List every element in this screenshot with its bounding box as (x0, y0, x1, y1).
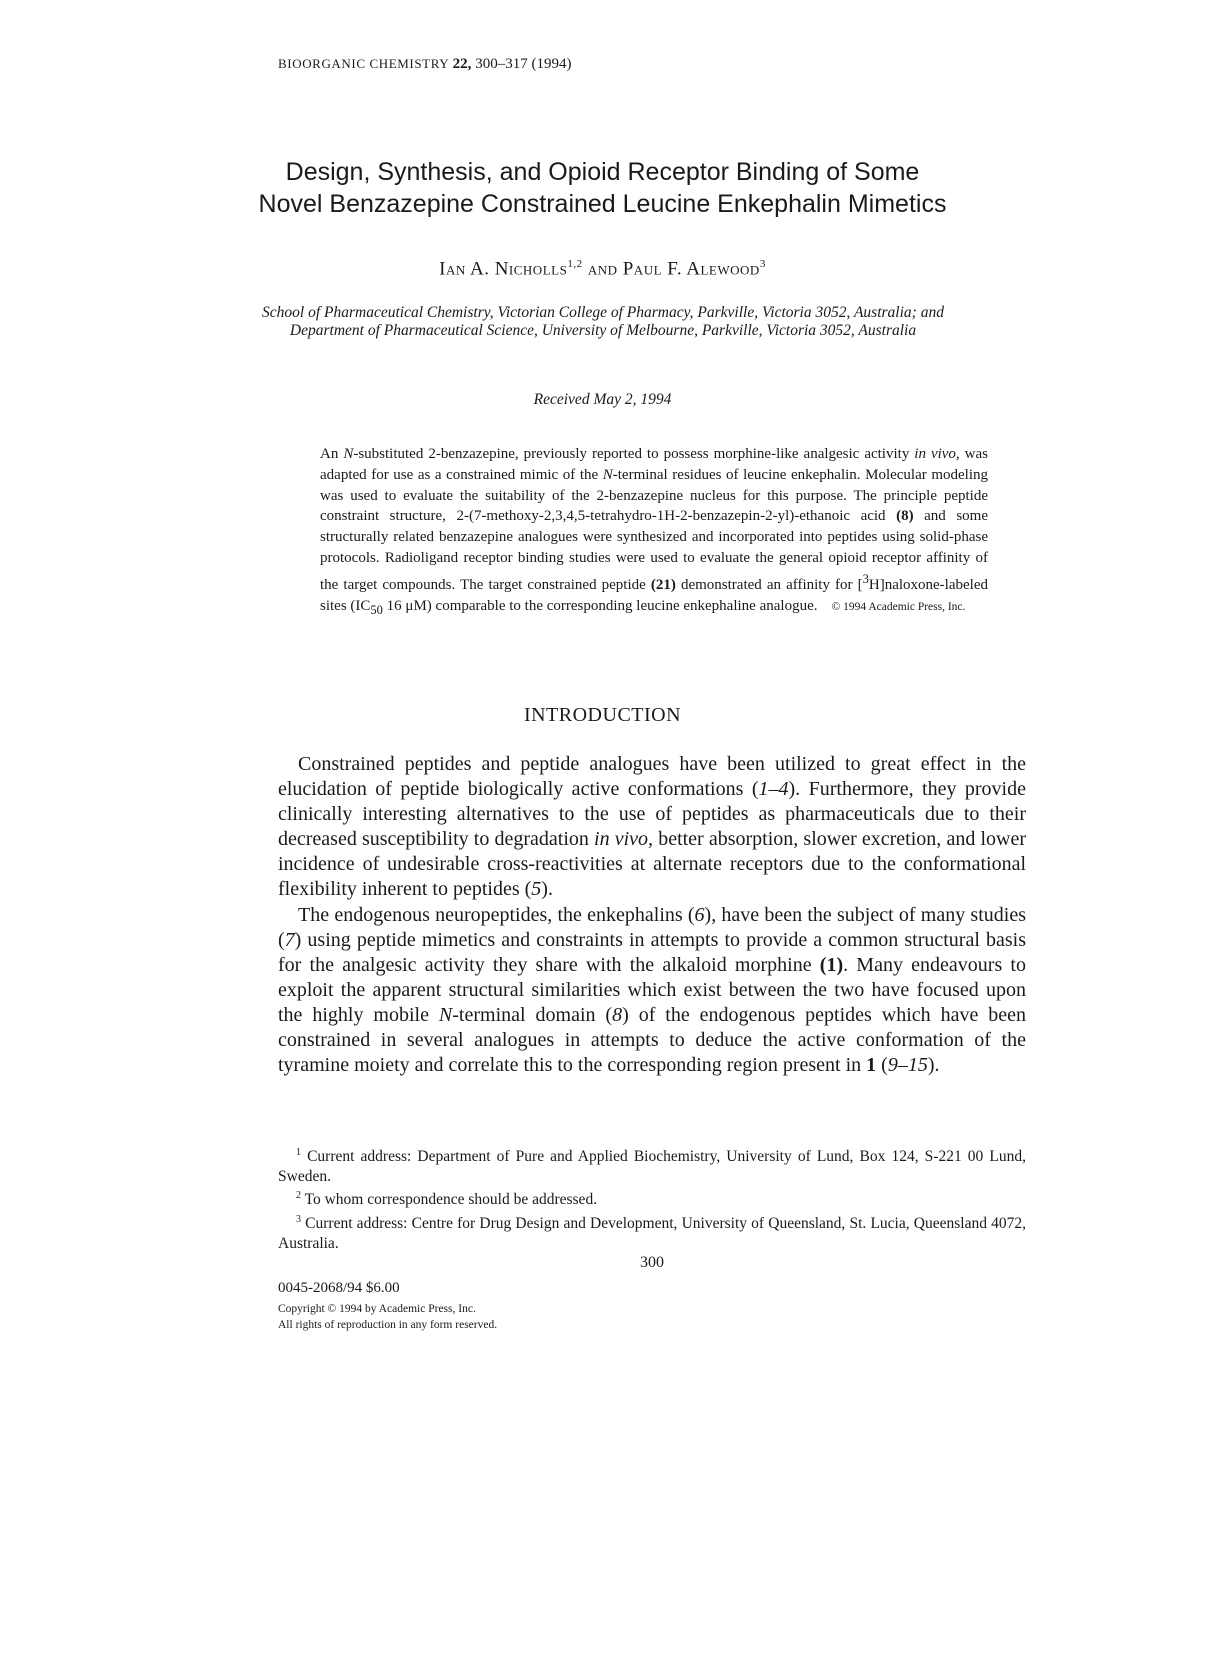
citation: 9–15 (887, 1054, 928, 1077)
footnote-1: $^1$ Current address: Department of Pure and Applied Biochemistry, University of Lund, Box 124, S-221 00 Lund, Sweden. (278, 1147, 1026, 1185)
abstract-text: demonstrated an affinity for [ (675, 576, 863, 593)
intro-paragraph-2: The endogenous neuropeptides, the enkephalins (6), have been the subject of many studies (7) using peptide mimetics and constraints in attempts to provide a common structural basis for the analgesic activity they share with the alkaloid morphine (1). Many endeavours to exploit the apparent structural similarities which exist between the two have focused upon the highly mobile N-terminal domain (8) of the endogenous peptides which have been constrained in several analogues in attempts to deduce the active conformation of the tyramine moiety and correlate this to the corresponding region present in 1 (9–15). (278, 903, 1027, 1077)
citation: 8 (612, 1003, 623, 1026)
copyright-line-1: Copyright © 1994 by Academic Press, Inc. (278, 1303, 476, 1315)
isotope-superscript: 3 (862, 571, 869, 586)
title-line-2: Novel Benzazepine Constrained Leucine Enkephalin Mimetics (258, 190, 947, 218)
abstract-italic: N (602, 466, 613, 483)
abstract-italic: N (343, 446, 354, 462)
received-date: Received May 2, 1994 (533, 391, 672, 408)
compound-number: (1) (819, 953, 844, 976)
abstract-text: -substituted 2-benzazepine, previously reported to possess morphine-like analgesic activity (353, 446, 915, 462)
abstract (320, 444, 988, 620)
journal-header (278, 56, 572, 73)
author-2: Paul F. Alewood (622, 258, 760, 280)
citation: 1–4 (758, 778, 789, 801)
footnotes (278, 1143, 1026, 1253)
author-1: Ian A. Nicholls (439, 258, 568, 280)
page-number: 300 (640, 1254, 664, 1271)
citation: 7 (284, 928, 295, 951)
author-2-superscript: 3 (759, 258, 766, 270)
abstract-text: -terminal residues of leucine enkephalin. Molecular modeling was used to evaluate the suitability of the 2-benzazepine nucleus for this purpose. The principle peptide constraint structure, 2-(7-methoxy-2,3,4,5-tetrahydro-1H-2-benzazepin-2-yl)-ethanoic acid (320, 466, 988, 525)
abstract-text: H]naloxone-labeled sites (IC (320, 576, 988, 614)
copyright-notice (278, 1302, 497, 1333)
abstract-text: An (320, 446, 344, 462)
section-heading-introduction: INTRODUCTION (523, 704, 682, 726)
abstract-text: was adapted for use as a constrained mimic of the (320, 446, 988, 483)
abstract-text: 16 μM) comparable to the corresponding leucine enkephaline analogue. (382, 597, 818, 614)
abstract-italic: in vivo, (914, 446, 960, 462)
ic50-subscript: 50 (370, 602, 383, 617)
citation: 6 (694, 903, 705, 926)
footnote-2: $^2$ To whom correspondence should be addressed. (296, 1190, 598, 1209)
article-title (150, 156, 1055, 220)
introduction-body (278, 752, 1026, 1078)
abstract-copyright: © 1994 Academic Press, Inc. (831, 600, 966, 613)
intro-paragraph-1: Constrained peptides and peptide analogues have been utilized to great effect in the elucidation of peptide biologically active conformations (1–4). Furthermore, they provide clinically interesting alternatives to the use of peptides as pharmaceuticals due to their decreased susceptibility to degradation in vivo, better absorption, slower excretion, and lower incidence of undesirable cross-reactivities at alternate receptors due to the conformational flexibility inherent to peptides (5). (278, 753, 1026, 901)
author-connector: and (587, 258, 618, 280)
citation: 5 (531, 878, 542, 901)
author-1-superscript: 1,2 (567, 258, 583, 270)
affiliation: School of Pharmaceutical Chemistry, Victorian College of Pharmacy, Parkville, Victoria 3052, Australia; and Department of Pharmaceutical Science, University of Melbourne, Parkville, Victoria 3052, Australia (262, 304, 944, 339)
title-line-1: Design, Synthesis, and Opioid Receptor Binding of Some (285, 158, 920, 186)
journal-name: BIOORGANIC CHEMISTRY (278, 56, 449, 71)
abstract-text: and some structurally related benzazepine analogues were synthesized and incorporated into peptides using solid-phase protocols. Radioligand receptor binding studies were used to evaluate the general opioid receptor affinity of the target compounds. The target constrained peptide (320, 508, 989, 593)
copyright-line-2: All rights of reproduction in any form reserved. (278, 1318, 498, 1331)
compound-number: (8) (896, 508, 914, 525)
compound-number: 1 (866, 1054, 877, 1077)
journal-volume: 22, (452, 56, 472, 72)
compound-number: (21) (650, 576, 676, 593)
authors (150, 258, 1055, 280)
issn-price: 0045-2068/94 $6.00 (278, 1280, 400, 1296)
footnote-3: $^3$ Current address: Centre for Drug Design and Development, University of Queensland, St. Lucia, Queensland 4072, Australia. (278, 1214, 1026, 1252)
journal-pages: 300–317 (1994) (475, 56, 572, 72)
